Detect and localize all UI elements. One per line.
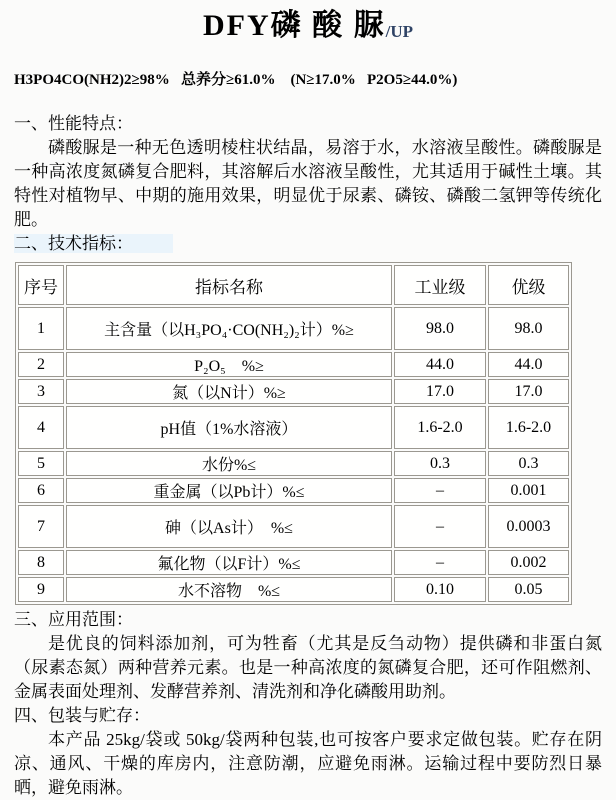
row-premium: 0.3 [488, 451, 569, 476]
row-name: 水份%≤ [66, 451, 392, 476]
row-premium: 17.0 [488, 379, 569, 404]
col-header-industrial: 工业级 [394, 265, 486, 305]
col-header-name: 指标名称 [66, 265, 392, 305]
row-industrial: 98.0 [394, 307, 486, 350]
row-premium: 44.0 [488, 352, 569, 377]
spec-table-row [18, 577, 569, 602]
section-heading-performance: 一、性能特点： [14, 114, 133, 133]
col-header-no: 序号 [18, 265, 64, 305]
spec-table-body [18, 307, 569, 602]
row-industrial: 44.0 [394, 352, 486, 377]
spec-table-row [18, 550, 569, 575]
row-industrial: 17.0 [394, 379, 486, 404]
row-no: 7 [18, 505, 64, 548]
row-no: 5 [18, 451, 64, 476]
row-name: 氮（以N计）%≥ [66, 379, 392, 404]
section-heading-specs [14, 232, 602, 256]
row-name: P₂O₅ %≥ [66, 352, 392, 377]
page-title-suffix: /UP [385, 22, 414, 41]
page-title-main: DFY磷 酸 脲 [202, 9, 386, 42]
product-spec-line: H3PO4CO(NH2)2≥98% 总养分≥61.0% (N≥17.0% P2O5≥44.0%) [14, 72, 458, 88]
section-heading-specs-text: 二、技术指标： [14, 234, 173, 253]
row-industrial: 0.10 [394, 577, 486, 602]
section-heading-packaging: 四、包装与贮存： [14, 706, 150, 725]
row-no: 4 [18, 406, 64, 449]
spec-table-row [18, 451, 569, 476]
row-industrial: – [394, 550, 486, 575]
row-premium: 0.05 [488, 577, 569, 602]
row-industrial: – [394, 478, 486, 503]
spec-table-row [18, 478, 569, 503]
section-body-packaging: 本产品 25kg/袋或 50kg/袋两种包装,也可按客户要求定做包装。贮存在阴凉、通风、干燥的库房内，注意防潮，应避免雨淋。运输过程中要防烈日暴晒，避免雨淋。 [14, 730, 602, 797]
spec-table-row [18, 505, 569, 548]
row-name: 重金属（以Pb计）%≤ [66, 478, 392, 503]
row-no: 1 [18, 307, 64, 350]
row-premium: 0.0003 [488, 505, 569, 548]
row-no: 9 [18, 577, 64, 602]
row-no: 8 [18, 550, 64, 575]
row-industrial: 0.3 [394, 451, 486, 476]
col-header-premium: 优级 [488, 265, 569, 305]
section-heading-application: 三、应用范围： [14, 610, 133, 629]
spec-table-row [18, 379, 569, 404]
spec-table-header-row [18, 265, 569, 305]
row-premium: 1.6-2.0 [488, 406, 569, 449]
row-no: 6 [18, 478, 64, 503]
spec-table-row [18, 352, 569, 377]
row-name: 砷（以As计） %≤ [66, 505, 392, 548]
page-title [14, 8, 602, 50]
row-premium: 98.0 [488, 307, 569, 350]
row-industrial: – [394, 505, 486, 548]
section-body-performance: 磷酸脲是一种无色透明棱柱状结晶，易溶于水，水溶液呈酸性。磷酸脲是一种高浓度氮磷复合肥料，其溶解后水溶液呈酸性，尤其适用于碱性土壤。其特性对植物早、中期的施用效果，明显优于尿素、磷铵、磷酸二氢钾等传统化肥。 [14, 138, 602, 229]
row-name: 水不溶物 %≤ [66, 577, 392, 602]
row-name: pH值（1%水溶液） [66, 406, 392, 449]
row-premium: 0.002 [488, 550, 569, 575]
row-no: 3 [18, 379, 64, 404]
row-name: 氟化物（以F计）%≤ [66, 550, 392, 575]
spec-table [15, 262, 572, 605]
section-body-application: 是优良的饲料添加剂，可为牲畜（尤其是反刍动物）提供磷和非蛋白氮（尿素态氮）两种营养元素。也是一种高浓度的氮磷复合肥，还可作阻燃剂、金属表面处理剂、发酵营养剂、清洗剂和净化磷酸用助剂。 [14, 634, 602, 701]
row-name: 主含量（以H₃PO₄·CO(NH₂)₂计）%≥ [66, 307, 392, 350]
spec-table-row [18, 406, 569, 449]
row-industrial: 1.6-2.0 [394, 406, 486, 449]
row-no: 2 [18, 352, 64, 377]
spec-table-row [18, 307, 569, 350]
row-premium: 0.001 [488, 478, 569, 503]
